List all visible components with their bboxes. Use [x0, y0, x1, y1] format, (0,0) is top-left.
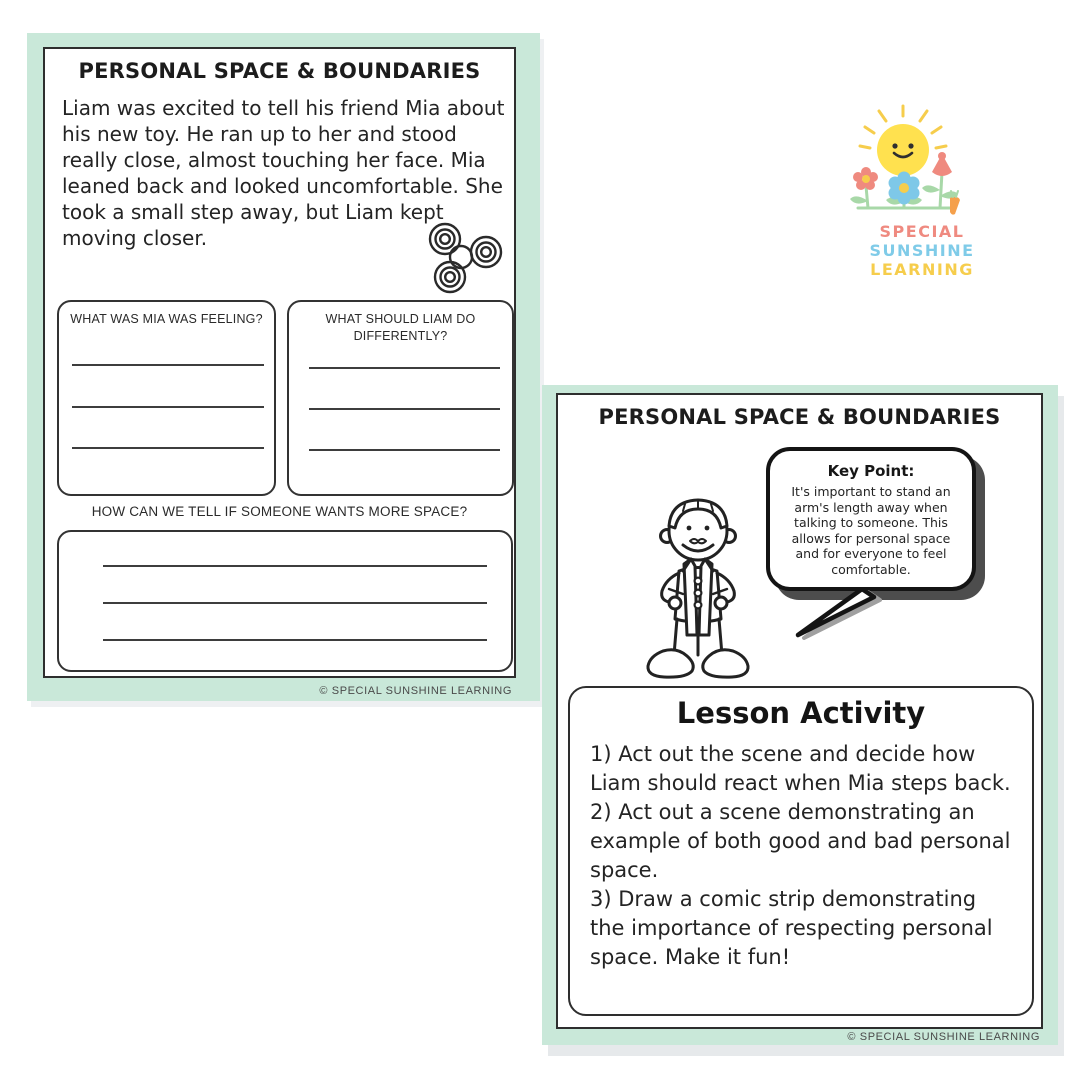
activity-item-2: 2) Act out a scene demonstrating an example of both good and bad personal space. [590, 800, 1011, 882]
logo-word-learning: LEARNING [870, 260, 974, 279]
page-title: PERSONAL SPACE & BOUNDARIES [78, 59, 481, 83]
scenario-story-text: Liam was excited to tell his friend Mia about his new toy. He ran up to her and stood really close, almost touching her face. Mia leaned back and looked uncomfortable. She took a small step away, but Liam kept moving closer. [62, 96, 505, 250]
question-label-more-space: HOW CAN WE TELL IF SOMEONE WANTS MORE SPACE? [91, 504, 468, 519]
answer-line [309, 449, 500, 451]
key-point-speech-bubble [766, 447, 976, 591]
answer-box-more-space [57, 530, 513, 672]
question-box-mia-feeling [57, 300, 276, 496]
logo-word-special: SPECIAL [879, 222, 965, 241]
man-character-illustration [633, 493, 763, 689]
activity-item-3: 3) Draw a comic strip demonstrating the importance of respecting personal space. Make it fun! [590, 887, 993, 969]
worksheet-back-content-area [556, 393, 1043, 1029]
answer-line [309, 408, 500, 410]
worksheet-front-content-area [43, 47, 516, 678]
answer-line [72, 364, 264, 366]
fidget-spinner-icon [428, 219, 508, 303]
answer-line [72, 406, 264, 408]
question-label: WHAT SHOULD LIAM DO DIFFERENTLY? [325, 312, 476, 343]
copyright-footer: © SPECIAL SUNSHINE LEARNING [847, 1031, 1040, 1043]
lesson-activity-list [590, 740, 1016, 972]
worksheet-page-front [27, 33, 540, 701]
answer-line [103, 639, 487, 641]
copyright-footer: © SPECIAL SUNSHINE LEARNING [319, 685, 512, 697]
answer-line [103, 602, 487, 604]
question-label: WHAT WAS MIA WAS FEELING? [70, 312, 263, 326]
special-sunshine-learning-logo [842, 100, 1002, 290]
activity-item-1: 1) Act out the scene and decide how Liam should react when Mia steps back. [590, 742, 1011, 795]
page-title: PERSONAL SPACE & BOUNDARIES [598, 405, 1001, 429]
lesson-activity-heading: Lesson Activity [676, 696, 926, 730]
worksheet-page-back [542, 385, 1058, 1045]
logo-word-sunshine: SUNSHINE [869, 241, 975, 260]
answer-line [309, 367, 500, 369]
answer-line [72, 447, 264, 449]
question-box-liam-differently [287, 300, 514, 496]
key-point-text: It's important to stand an arm's length away when talking to someone. This allows for personal space and for everyone to feel comfortable. [791, 484, 951, 577]
lesson-activity-box [568, 686, 1034, 1016]
key-point-heading: Key Point: [827, 462, 915, 480]
speech-bubble-tail [794, 587, 884, 645]
answer-line [103, 565, 487, 567]
